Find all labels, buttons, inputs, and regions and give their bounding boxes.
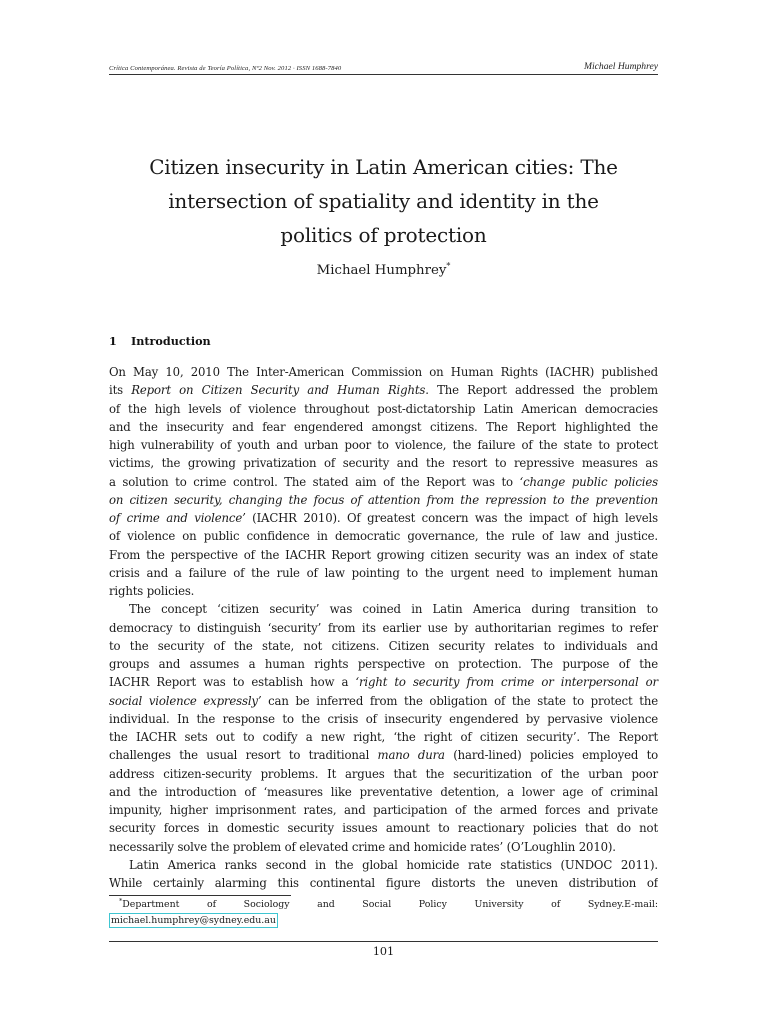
- paper-author: [109, 263, 658, 278]
- body-line: challenges the usual resort to traditional mano dura (hard-lined) policies employed to: [109, 748, 659, 763]
- journal-citation: Crítica Contemporánea. Revista de Teoría Política, Nº2 Nov. 2012 · ISSN 1688-7840: [109, 65, 342, 72]
- section-heading: [109, 334, 211, 348]
- body-line: of the high levels of violence throughout post-dictatorship Latin American democracies: [109, 401, 658, 416]
- body-line: victims, the growing privatization of security and the resort to repressive measures as: [109, 456, 658, 471]
- body-text: [109, 363, 658, 892]
- footer-divider: [109, 941, 658, 942]
- body-line: of crime and violence’ (IACHR 2010). Of greatest concern was the impact of high levels: [109, 511, 658, 525]
- body-line: On May 10, 2010 The Inter-American Commission on Human Rights (IACHR) published: [109, 365, 658, 379]
- body-line: Latin America ranks second in the global homicide rate statistics (UNDOC 2011).: [129, 857, 658, 872]
- body-line: and the insecurity and fear engendered amongst citizens. The Report highlighted the: [109, 419, 658, 434]
- section-title: Introduction: [131, 334, 211, 348]
- body-line: necessarily solve the problem of elevated crime and homicide rates’ (O’Loughlin 2010).: [109, 839, 616, 854]
- footnote-line: [109, 898, 658, 912]
- body-line: democracy to distinguish ‘security’ from its earlier use by authoritarian regimes to refer: [109, 620, 658, 635]
- body-line: its Report on Citizen Security and Human Rights. The Report addressed the problem: [109, 383, 658, 398]
- author-email-link[interactable]: michael.humphrey@sydney.edu.au: [109, 913, 278, 929]
- title-line: politics of protection: [280, 223, 487, 247]
- body-line: of violence on public confidence in democratic governance, the rule of law and justice.: [109, 529, 658, 544]
- body-line: From the perspective of the IACHR Report growing citizen security was an index of state: [109, 547, 658, 562]
- page-number: 101: [372, 945, 395, 958]
- author-name: Michael Humphrey: [316, 263, 447, 278]
- body-line: the IACHR sets out to codify a new right, ‘the right of citizen security’. The Report: [109, 730, 658, 744]
- footnote-marker: *: [119, 896, 123, 905]
- section-number: 1: [109, 334, 117, 348]
- author-footnote-marker[interactable]: *: [446, 261, 451, 271]
- body-line: high vulnerability of youth and urban poor to violence, the failure of the state to protect: [109, 438, 658, 452]
- body-line: The concept ‘citizen security’ was coined in Latin America during transition to: [129, 602, 658, 617]
- body-line: a solution to crime control. The stated aim of the Report was to ‘change public policies: [109, 474, 658, 489]
- title-line: intersection of spatiality and identity in the: [168, 189, 599, 213]
- running-header: [109, 61, 658, 75]
- body-line: address citizen-security problems. It argues that the securitization of the urban poor: [109, 766, 658, 781]
- body-line: individual. In the response to the crisis of insecurity engendered by pervasive violence: [109, 711, 658, 726]
- body-line: groups and assumes a human rights perspective on protection. The purpose of the: [109, 657, 658, 671]
- body-line: rights policies.: [109, 584, 195, 598]
- body-line: crisis and a failure of the rule of law pointing to the urgent need to implement human: [109, 565, 658, 580]
- footnote-text: Department of Sociology and Social Policy University of Sydney.E-mail:: [122, 899, 658, 910]
- body-line: and the introduction of ‘measures like preventative detention, a lower age of criminal: [109, 784, 658, 799]
- body-line: security forces in domestic security issues amount to reactionary policies that do not: [109, 821, 658, 836]
- body-line: impunity, higher imprisonment rates, and participation of the armed forces and private: [109, 803, 658, 817]
- paper-title: [109, 150, 658, 252]
- body-line: to the security of the state, not citizens. Citizen security relates to individuals and: [109, 638, 658, 653]
- body-line: on citizen security, changing the focus of attention from the repression to the prevention: [109, 492, 658, 507]
- body-line: IACHR Report was to establish how a ‘right to security from crime or interpersonal or: [109, 675, 658, 690]
- title-line: Citizen insecurity in Latin American cities: The: [149, 155, 618, 179]
- footnote: [109, 898, 658, 928]
- body-line: While certainly alarming this continental figure distorts the uneven distribution of: [109, 876, 658, 890]
- running-header-author: Michael Humphrey: [584, 61, 658, 72]
- body-line: social violence expressly’ can be inferred from the obligation of the state to protect the: [109, 693, 659, 708]
- footnote-divider: [109, 895, 291, 896]
